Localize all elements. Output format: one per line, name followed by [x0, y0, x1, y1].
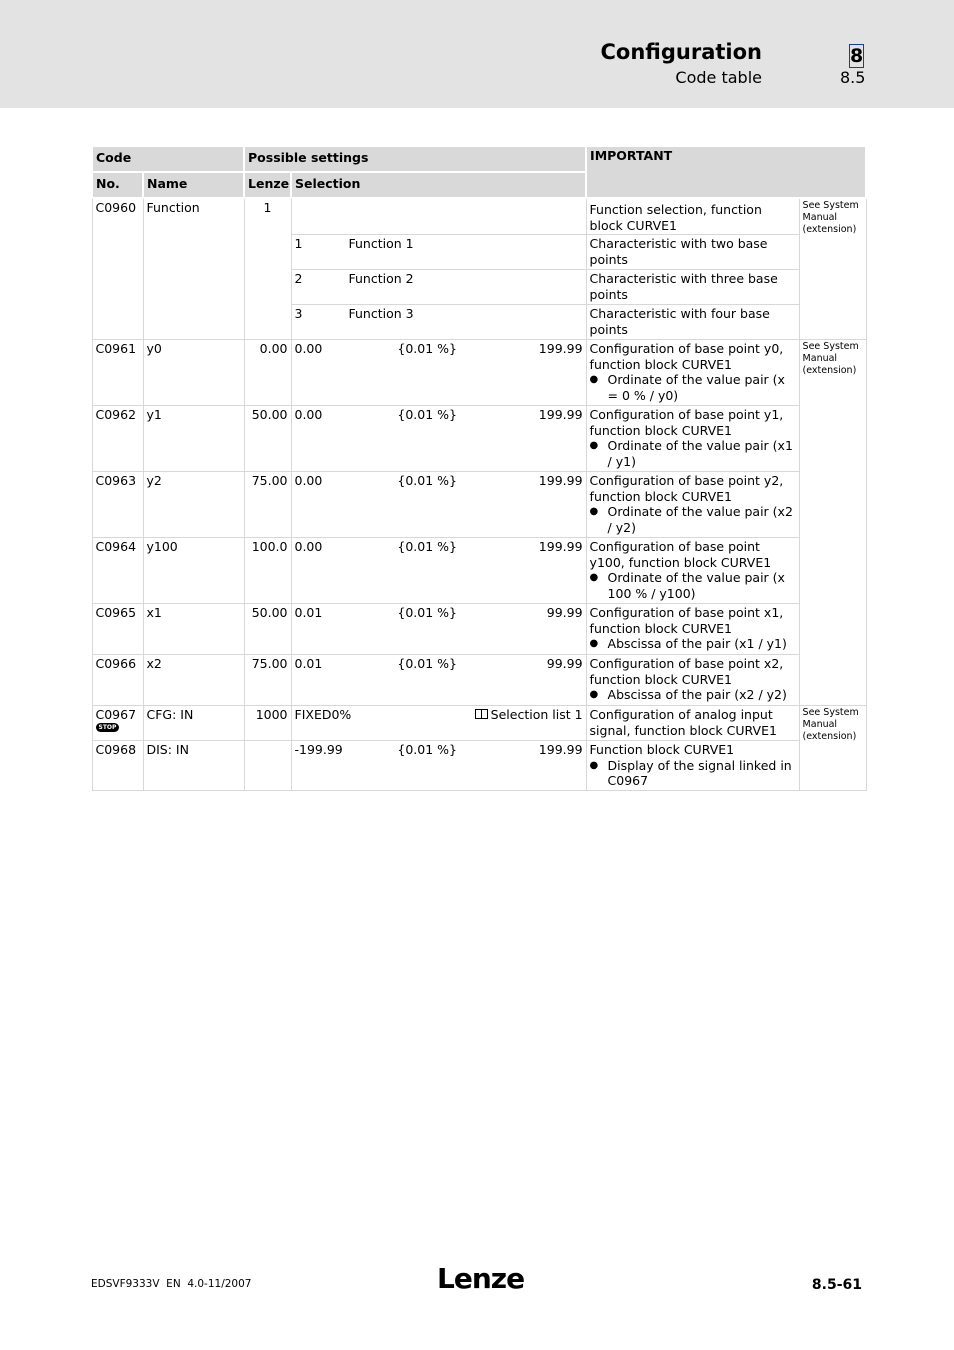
code-no: C0968 [92, 741, 143, 791]
bullet-icon: ● [589, 440, 599, 451]
page-title: Configuration [600, 40, 762, 64]
code-no: C0962 [92, 406, 143, 472]
table-row [92, 340, 866, 406]
code-ref: See System Manual (extension) [799, 198, 866, 340]
page-number: 8.5-61 [811, 1277, 862, 1293]
code-lenze [244, 741, 291, 791]
range-step: {0.01 %} [345, 741, 460, 791]
table-row [92, 538, 866, 604]
code-lenze: 100.0 [244, 538, 291, 604]
code-desc: Configuration of base point y0, function block CURVE1 ● Ordinate of the value pair (x = 0 % / y0) [586, 340, 799, 406]
header-selection: Selection [291, 172, 586, 198]
code-ref: See System Manual (extension) [799, 340, 866, 706]
selection-empty [291, 198, 586, 235]
bullet-icon: ● [589, 689, 599, 700]
header-no: No. [92, 172, 143, 198]
header-important: IMPORTANT [586, 146, 866, 198]
code-no: C0960 [92, 198, 143, 340]
table-row [92, 406, 866, 472]
code-name: y100 [143, 538, 244, 604]
code-desc: Configuration of base point y1, function block CURVE1 ● Ordinate of the value pair (x1 / y1) [586, 406, 799, 472]
option-desc: Characteristic with three base points [586, 270, 799, 305]
range-step: {0.01 %} [345, 406, 460, 472]
selection-value: FIXED0% [291, 706, 460, 741]
range-max: 199.99 [460, 741, 586, 791]
option-desc: Characteristic with four base points [586, 305, 799, 340]
range-max: 199.99 [460, 472, 586, 538]
code-desc: Configuration of base point x1, function block CURVE1 ● Abscissa of the pair (x1 / y1) [586, 604, 799, 655]
code-lenze: 50.00 [244, 604, 291, 655]
code-no: C0965 [92, 604, 143, 655]
range-step: {0.01 %} [345, 604, 460, 655]
selection-list-ref: Selection list 1 [460, 706, 586, 741]
table-row [92, 741, 866, 791]
range-min: 0.00 [291, 406, 345, 472]
page-subtitle: Code table [675, 68, 762, 87]
selection-option: 2 Function 2 [291, 270, 586, 305]
code-no: C0967 STOP [92, 706, 143, 741]
header-name: Name [143, 172, 244, 198]
bullet-icon: ● [589, 374, 599, 385]
code-desc: Configuration of base point x2, function block CURVE1 ● Abscissa of the pair (x2 / y2) [586, 655, 799, 706]
range-min: -199.99 [291, 741, 345, 791]
range-min: 0.01 [291, 655, 345, 706]
code-name: y0 [143, 340, 244, 406]
code-no: C0963 [92, 472, 143, 538]
header-possible-settings: Possible settings [244, 146, 586, 172]
code-name: CFG: IN [143, 706, 244, 741]
code-lenze: 0.00 [244, 340, 291, 406]
range-max: 99.99 [460, 604, 586, 655]
chapter-number: 8 [850, 45, 864, 67]
selection-option: 3 Function 3 [291, 305, 586, 340]
bullet-icon: ● [589, 572, 599, 583]
code-table [91, 145, 867, 791]
range-min: 0.00 [291, 340, 345, 406]
code-desc: Function selection, function block CURVE1 [586, 198, 799, 235]
code-name: y1 [143, 406, 244, 472]
document-id: EDSVF9333V EN 4.0-11/2007 [91, 1278, 252, 1290]
code-name: DIS: IN [143, 741, 244, 791]
table-header-row-1 [92, 146, 866, 172]
range-step: {0.01 %} [345, 472, 460, 538]
code-name: x2 [143, 655, 244, 706]
bullet-icon: ● [589, 759, 599, 771]
code-desc: Configuration of analog input signal, function block CURVE1 [586, 706, 799, 741]
code-name: x1 [143, 604, 244, 655]
code-lenze: 1 [244, 198, 291, 340]
lenze-logo: Lenze [437, 1262, 525, 1295]
stop-icon: STOP [96, 723, 120, 732]
table-row [92, 706, 866, 741]
range-max: 199.99 [460, 406, 586, 472]
selection-option: 1 Function 1 [291, 235, 586, 270]
table-row [92, 198, 866, 235]
range-step: {0.01 %} [345, 655, 460, 706]
code-name: Function [143, 198, 244, 340]
code-name: y2 [143, 472, 244, 538]
bullet-icon: ● [589, 638, 599, 649]
range-step: {0.01 %} [345, 340, 460, 406]
header-lenze: Lenze [244, 172, 291, 198]
option-desc: Characteristic with two base points [586, 235, 799, 270]
code-no: C0966 [92, 655, 143, 706]
page-header [0, 0, 954, 108]
range-min: 0.00 [291, 538, 345, 604]
range-max: 99.99 [460, 655, 586, 706]
code-desc: Function block CURVE1 ● Display of the signal linked in C0967 [586, 741, 799, 791]
code-desc: Configuration of base point y100, function block CURVE1 ● Ordinate of the value pair (x 100 % / y100) [586, 538, 799, 604]
code-ref: See System Manual (extension) [799, 706, 866, 791]
code-desc: Configuration of base point y2, function block CURVE1 ● Ordinate of the value pair (x2 / y2) [586, 472, 799, 538]
table-row [92, 472, 866, 538]
code-lenze: 75.00 [244, 472, 291, 538]
range-max: 199.99 [460, 538, 586, 604]
range-min: 0.01 [291, 604, 345, 655]
code-lenze: 75.00 [244, 655, 291, 706]
table-row [92, 604, 866, 655]
code-no: C0961 [92, 340, 143, 406]
section-number: 8.5 [840, 68, 866, 87]
header-code: Code [92, 146, 244, 172]
code-lenze: 1000 [244, 706, 291, 741]
range-min: 0.00 [291, 472, 345, 538]
code-no: C0964 [92, 538, 143, 604]
code-lenze: 50.00 [244, 406, 291, 472]
bullet-icon: ● [589, 506, 599, 517]
range-step: {0.01 %} [345, 538, 460, 604]
range-max: 199.99 [460, 340, 586, 406]
table-row [92, 655, 866, 706]
book-icon [475, 709, 488, 719]
